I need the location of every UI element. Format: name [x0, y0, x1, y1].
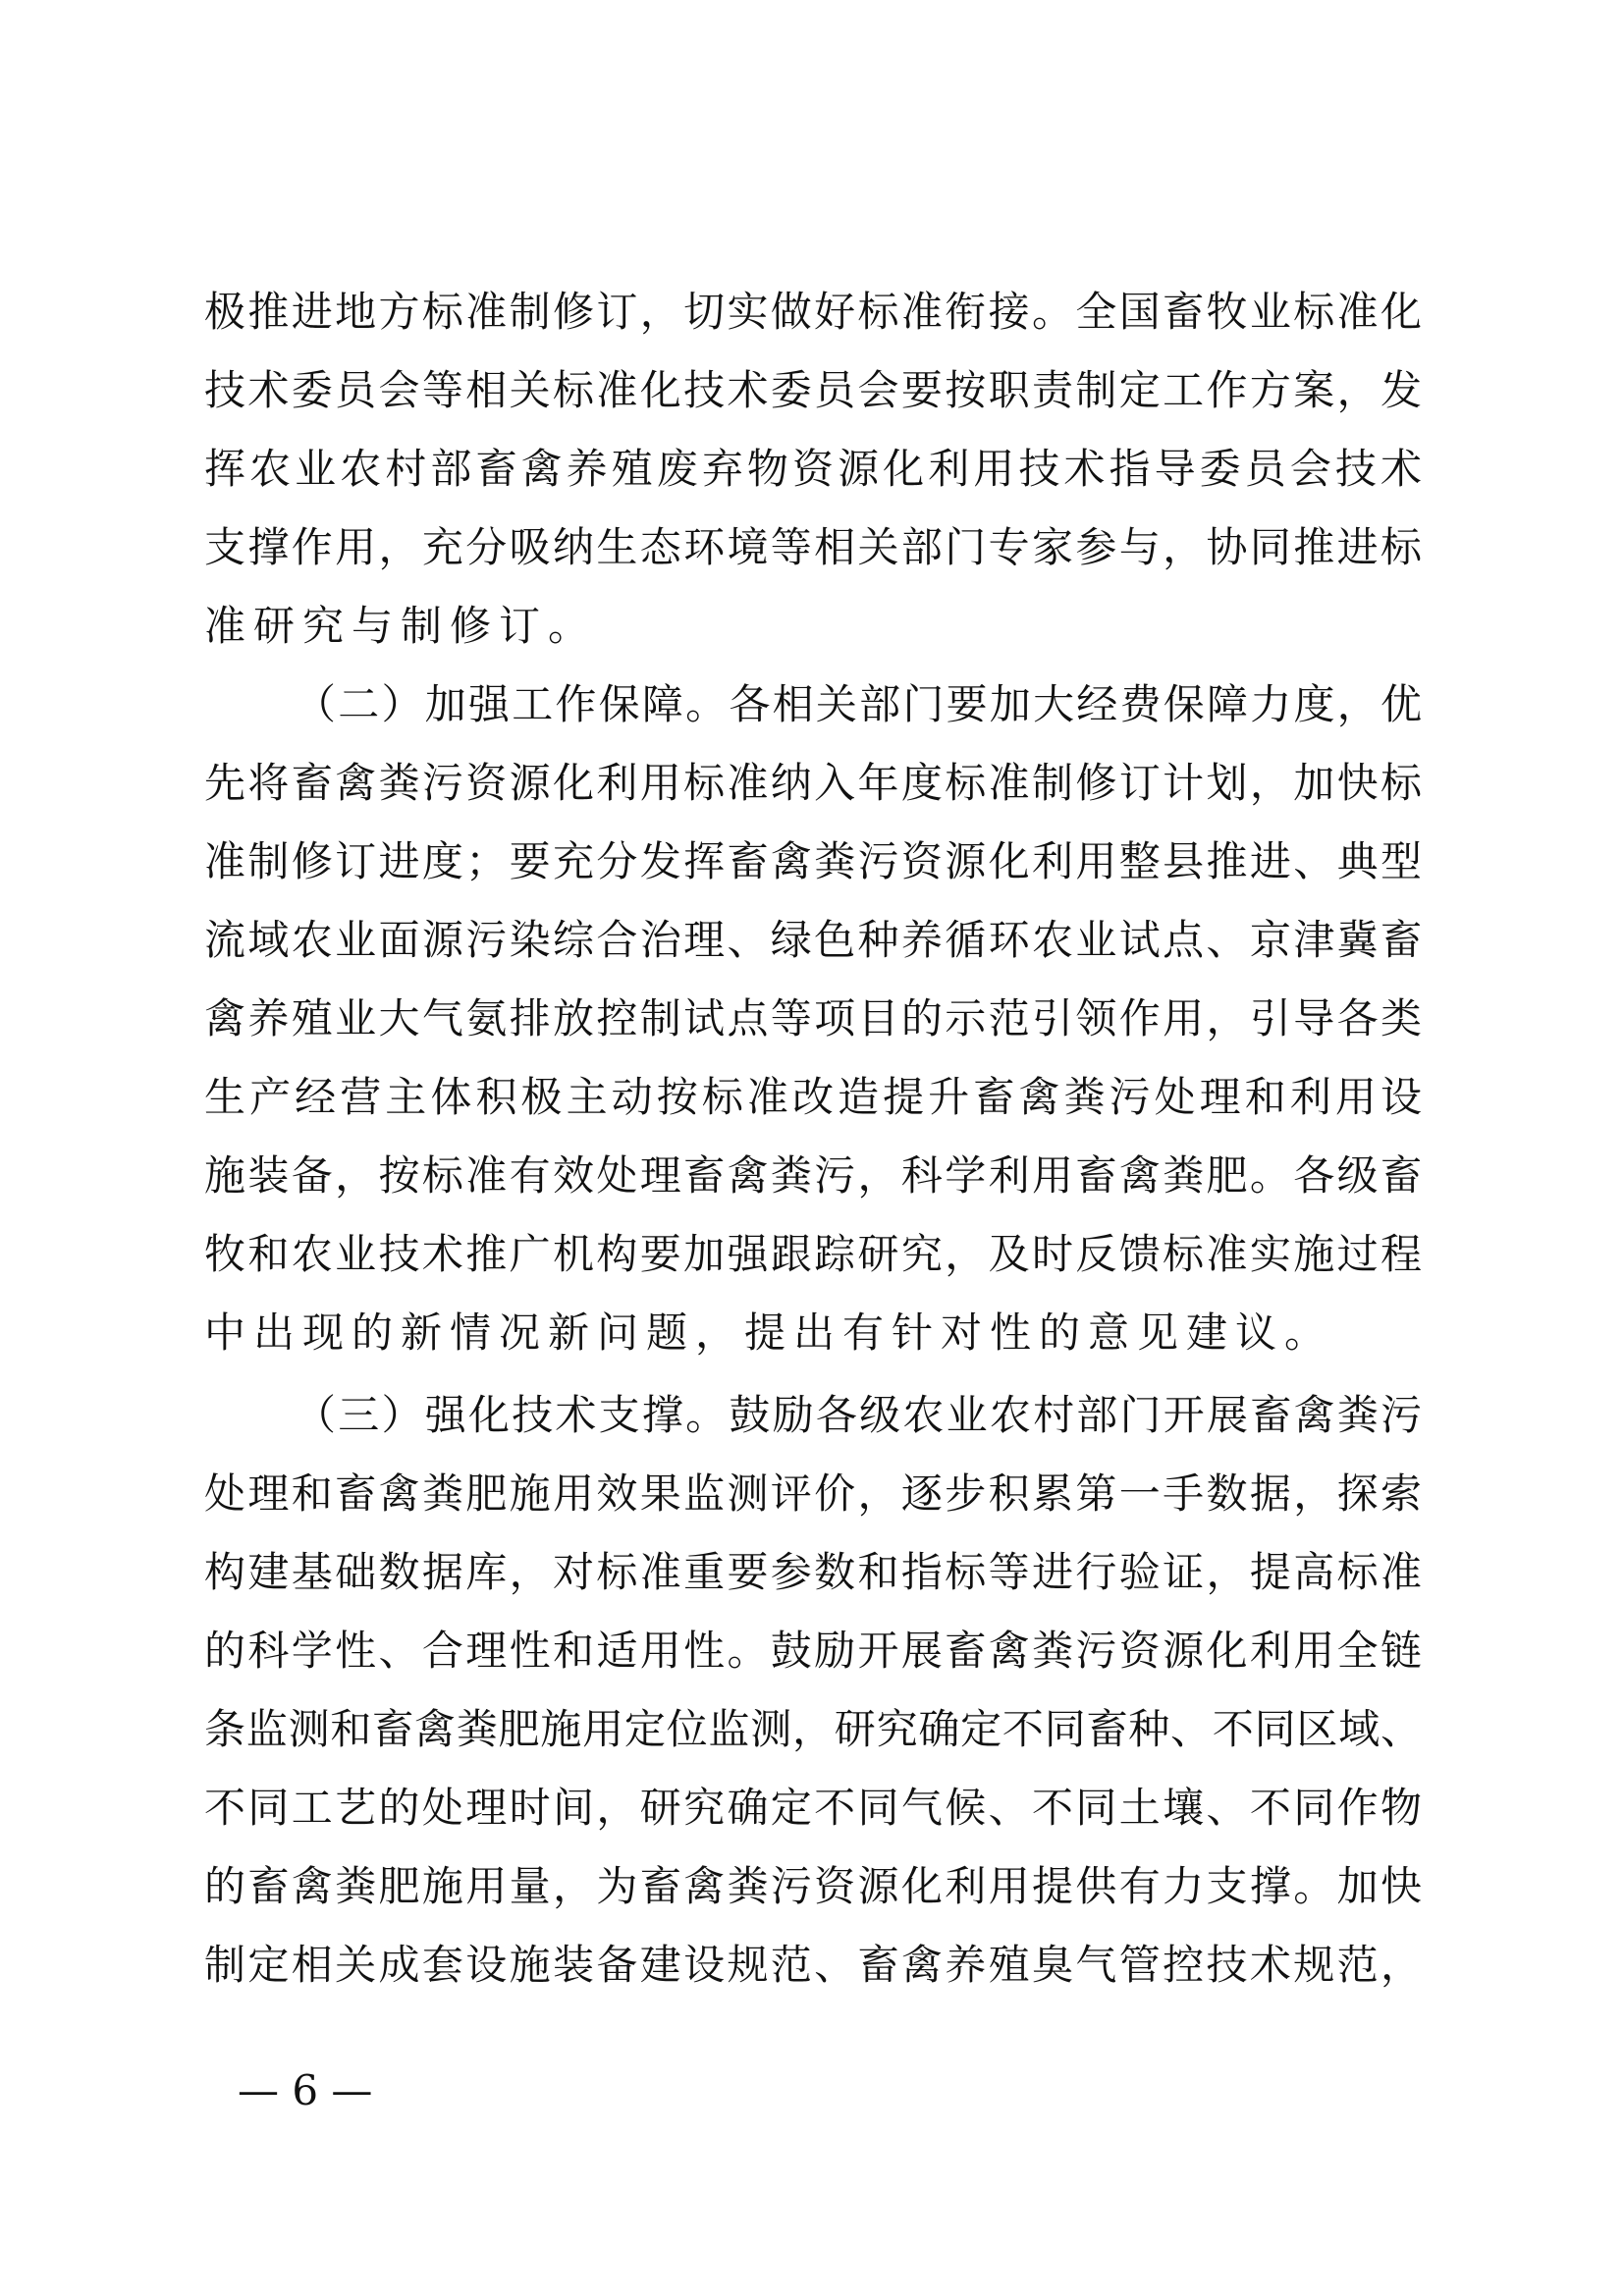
section-three-heading-line: （三）强化技术支撑。鼓励各级农业农村部门开展畜禽粪污 [295, 1391, 1422, 1439]
text-line-14: 中出现的新情况新问题，提出有针对性的意见建议。 [204, 1308, 1334, 1357]
text-line-7: 先将畜禽粪污资源化利用标准纳入年度标准制修订计划，加快标 [204, 759, 1422, 807]
text-line-5: 准研究与制修订。 [204, 602, 598, 650]
text-line-19: 条监测和畜禽粪肥施用定位监测，研究确定不同畜种、不同区域、 [204, 1705, 1422, 1753]
text-line-17: 构建基础数据库，对标准重要参数和指标等进行验证，提高标准 [204, 1548, 1422, 1596]
text-line-1: 极推进地方标准制修订，切实做好标准衔接。全国畜牧业标准化 [204, 288, 1422, 336]
text-line-13: 牧和农业技术推广机构要加强跟踪研究，及时反馈标准实施过程 [204, 1230, 1422, 1278]
text-line-22: 制定相关成套设施装备建设规范、畜禽养殖臭气管控技术规范， [204, 1941, 1422, 1989]
text-line-11: 生产经营主体积极主动按标准改造提升畜禽粪污处理和利用设 [204, 1073, 1422, 1121]
page-number: — 6 — [238, 2066, 373, 2114]
text-line-12: 施装备，按标准有效处理畜禽粪污，科学利用畜禽粪肥。各级畜 [204, 1151, 1422, 1200]
text-line-2: 技术委员会等相关标准化技术委员会要按职责制定工作方案，发 [204, 366, 1422, 414]
text-line-10: 禽养殖业大气氨排放控制试点等项目的示范引领作用，引导各类 [204, 994, 1422, 1042]
text-line-21: 的畜禽粪肥施用量，为畜禽粪污资源化利用提供有力支撑。加快 [204, 1862, 1422, 1910]
text-line-16: 处理和畜禽粪肥施用效果监测评价，逐步积累第一手数据，探索 [204, 1469, 1422, 1518]
section-two-heading-line: （二）加强工作保障。各相关部门要加大经费保障力度，优 [295, 680, 1422, 728]
text-line-3: 挥农业农村部畜禽养殖废弃物资源化利用技术指导委员会技术 [204, 445, 1422, 493]
text-line-8: 准制修订进度；要充分发挥畜禽粪污资源化利用整县推进、典型 [204, 837, 1422, 885]
text-line-9: 流域农业面源污染综合治理、绿色种养循环农业试点、京津冀畜 [204, 916, 1422, 964]
text-line-18: 的科学性、合理性和适用性。鼓励开展畜禽粪污资源化利用全链 [204, 1627, 1422, 1675]
text-line-20: 不同工艺的处理时间，研究确定不同气候、不同土壤、不同作物 [204, 1784, 1422, 1832]
text-line-4: 支撑作用，充分吸纳生态环境等相关部门专家参与，协同推进标 [204, 523, 1422, 571]
